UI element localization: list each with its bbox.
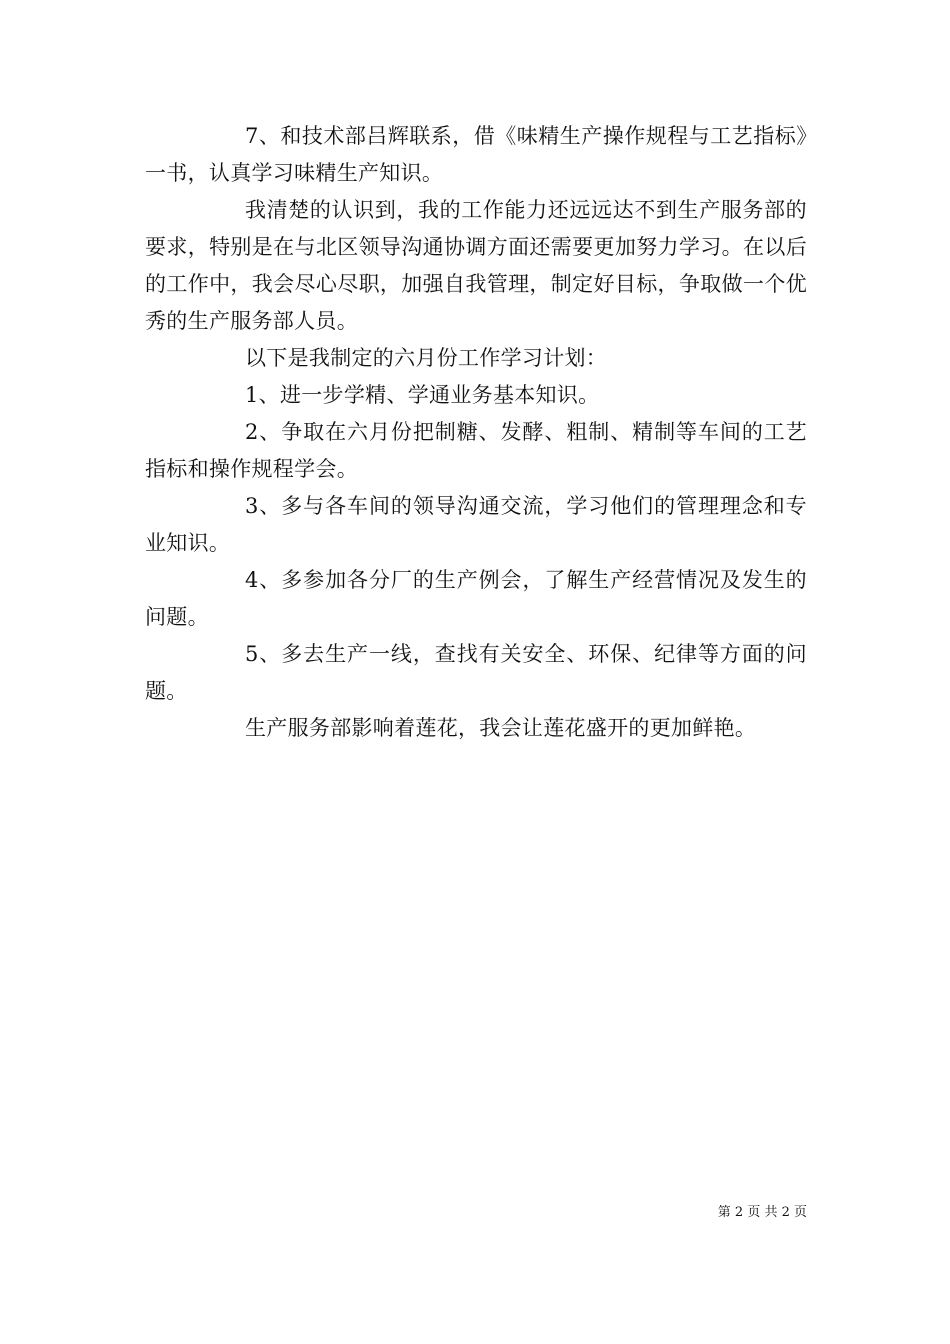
paragraph-closing: 生产服务部影响着莲花，我会让莲花盛开的更加鲜艳。 bbox=[245, 716, 757, 740]
paragraph-plan-1: 1、进一步学精、学通业务基本知识。 bbox=[245, 383, 600, 407]
paragraph-plan-intro: 以下是我制定的六月份工作学习计划： bbox=[245, 346, 608, 370]
paragraph-plan-4: 4、多参加各分厂的生产例会，了解生产经营情况及发生的问题。 bbox=[145, 568, 807, 629]
paragraph-item-7: 7、和技术部吕辉联系，借《味精生产操作规程与工艺指标》一书，认真学习味精生产知识。 bbox=[145, 124, 807, 185]
document-body bbox=[145, 118, 807, 747]
paragraph-plan-2: 2、争取在六月份把制糖、发酵、粗制、精制等车间的工艺指标和操作规程学会。 bbox=[145, 420, 807, 481]
paragraph-self-assessment: 我清楚的认识到，我的工作能力还远远达不到生产服务部的要求，特别是在与北区领导沟通协调方面还需要更加努力学习。在以后的工作中，我会尽心尽职，加强自我管理，制定好目标，争取做一个优秀的生产服务部人员。 bbox=[145, 198, 807, 333]
paragraph-plan-5: 5、多去生产一线，查找有关安全、环保、纪律等方面的问题。 bbox=[145, 642, 807, 703]
paragraph-plan-3: 3、多与各车间的领导沟通交流，学习他们的管理理念和专业知识。 bbox=[145, 494, 807, 555]
page-number-footer: 第 2 页 共 2 页 bbox=[717, 1205, 807, 1220]
